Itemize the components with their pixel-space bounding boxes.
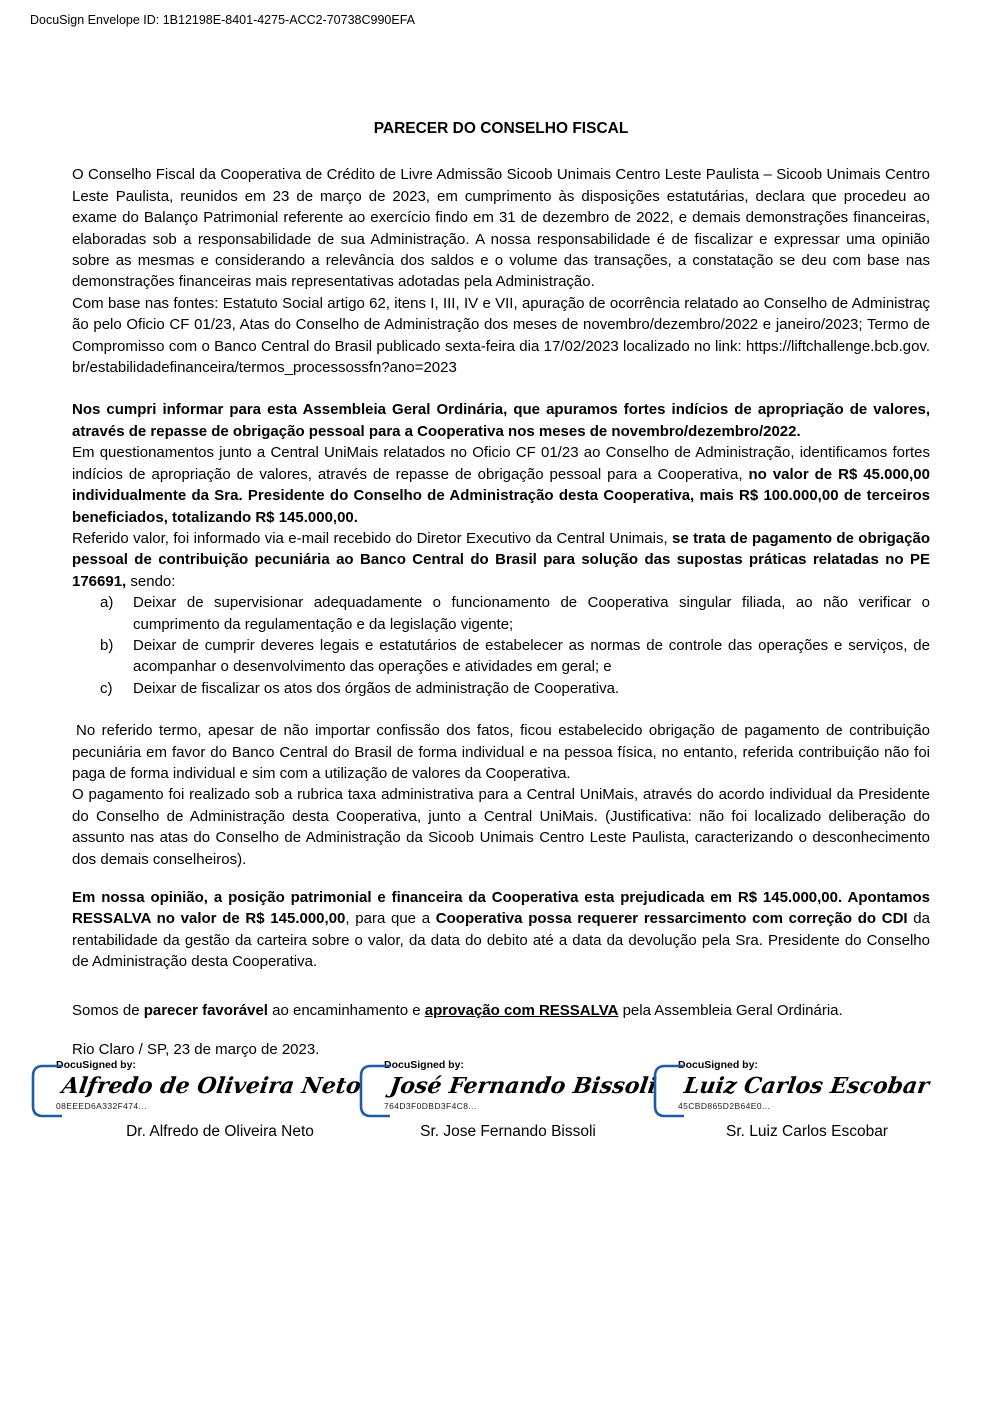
docusigned-by-label: DocuSigned by:: [56, 1059, 136, 1072]
signature-id: 08EEED6A332F474...: [56, 1101, 147, 1112]
list-item: [72, 635, 930, 678]
signature-id: 764D3F0DBD3F4C8...: [384, 1101, 477, 1112]
list-item: [72, 592, 930, 635]
signature-id: 45CBD865D2B64E0...: [678, 1101, 771, 1112]
signature-handwriting: Alfredo de Oliveira Neto: [60, 1073, 363, 1100]
docusign-bracket-icon: [358, 1062, 390, 1126]
signatures-row: [30, 1058, 930, 1158]
document-body: [56, 118, 931, 1158]
paragraph-approval: Somos de parecer favorável ao encaminhamento e aprovação com RESSALVA pela Assembleia Geral Ordinária.: [72, 1001, 843, 1019]
list-item-text: Deixar de fiscalizar os atos dos órgãos de administração de Cooperativa.: [133, 679, 620, 697]
signer-printed-name: Sr. Luiz Carlos Escobar: [726, 1123, 888, 1141]
paragraph-term: No referido termo, apesar de não importar confissão dos fatos, ficou estabelecido obrigação de pagamento de contribuição pecuniária em favor do Banco Central do Brasil de forma individual e na pessoa física, no entanto, referida contribuição não foi paga de forma individual e sim com a utilização de valores da Cooperativa.: [72, 722, 930, 782]
date-line: Rio Claro / SP, 23 de março de 2023.: [72, 1041, 320, 1059]
signature-handwriting: Luiz Carlos Escobar: [682, 1073, 931, 1100]
paragraph-sources: Com base nas fontes: Estatuto Social artigo 62, itens I, III, IV e VII, apuração de ocorrência relatado ao Conselho de Administração pelo Oficio CF 01/23, Atas do Conselho de Administração dos meses de novembro/dezembro/2022 e janeiro/2023; Termo de Compromisso com o Banco Central do Brasil publicado sexta-feira dia 17/02/2023 localizado no link: https://liftchallenge.bcb.gov.br/estabilidadefinanceira/termos_processossfn?ano=2023: [72, 294, 930, 377]
list-item-text: Deixar de cumprir deveres legais e estatutários de estabelecer as normas de controle das operações e serviços, de acompanhar o desenvolvimento das operações e atividades em geral; e: [133, 636, 930, 676]
list-marker: c): [100, 679, 113, 697]
docusigned-by-label: DocuSigned by:: [678, 1059, 758, 1072]
paragraph-intro: O Conselho Fiscal da Cooperativa de Crédito de Livre Admissão Sicoob Unimais Centro Leste Paulista – Sicoob Unimais Centro Leste Paulista, reunidos em 23 de março de 2023, em cumprimento às disposições estatutárias, declara que procedeu ao exame do Balanço Patrimonial referente ao exercício findo em 31 de dezembro de 2022, e demais demonstrações financeiras, elaboradas sob a responsabilidade de sua Administração. A nossa responsabilidade é de fiscalizar e expressar uma opinião sobre as mesmas e considerando a relevância dos saldos e o volume das transações, a constatação se deu com base nas demonstrações financeiras mais representativas adotadas pela Administração.: [72, 166, 930, 291]
docusign-bracket-icon: [30, 1062, 62, 1126]
list-item: [72, 678, 930, 699]
list-item-text: Deixar de supervisionar adequadamente o funcionamento de Cooperativa singular filiada, ao não verificar o cumprimento da regulamentação e da legislação vigente;: [133, 594, 930, 633]
paragraph-payment-purpose: Referido valor, foi informado via e-mail recebido do Diretor Executivo da Central Unimais, se trata de pagamento de obrigação pessoal de contribuição pecuniária ao Banco Central do Brasil para solução das supostas práticas relatadas no PE 176691, sendo:: [72, 529, 930, 590]
paragraph-payment-method: O pagamento foi realizado sob a rubrica taxa administrativa para a Central UniMais, através do acordo individual da Presidente do Conselho de Administração desta Cooperativa, junto a Central UniMais. (Justificativa: não foi localizado deliberação do assunto nas atas do Conselho de Administração da Sicoob Unimais Centro Leste Paulista, caracterizando o desconhecimento dos demais conselheiros).: [72, 786, 930, 868]
signature-block-3: [652, 1058, 952, 1142]
signer-printed-name: Dr. Alfredo de Oliveira Neto: [126, 1123, 314, 1141]
page-title: PARECER DO CONSELHO FISCAL: [373, 120, 629, 137]
paragraph-values: Em questionamentos junto a Central UniMais relatados no Oficio CF 01/23 ao Conselho de Administração, identificamos fortes indícios de apropriação de valores, através de repasse de obrigação pessoal para a Cooperativa, no valor de R$ 45.000,00 individualmente da Sra. Presidente do Conselho de Administração desta Cooperativa, mais R$ 100.000,00 de terceiros beneficiados, totalizando R$ 145.000,00.: [72, 444, 930, 526]
signature-handwriting: José Fernando Bissoli: [388, 1073, 659, 1100]
signature-block-2: [358, 1058, 659, 1142]
paragraph-opinion: Em nossa opinião, a posição patrimonial e financeira da Cooperativa esta prejudicada em R$ 145.000,00. Apontamos RESSALVA no valor de R$ 145.000,00, para que a Cooperativa possa requerer ressarcimento com correção do CDI da rentabilidade da gestão da carteira sobre o valor, da data do debito até a data da devolução pela Sra. Presidente do Conselho de Administração desta Cooperativa.: [72, 889, 930, 971]
docusign-bracket-icon: [652, 1062, 684, 1126]
list-marker: b): [100, 636, 114, 654]
paragraph-findings-bold: Nos cumpri informar para esta Assembleia Geral Ordinária, que apuramos fortes indícios de apropriação de valores, através de repasse de obrigação pessoal para a Cooperativa nos meses de novembro/dezembro/2022.: [72, 401, 930, 440]
docusign-envelope-id: DocuSign Envelope ID: 1B12198E-8401-4275-ACC2-70738C990EFA: [30, 13, 415, 27]
docusigned-by-label: DocuSigned by:: [384, 1059, 464, 1072]
infractions-list: [72, 592, 930, 699]
list-marker: a): [100, 594, 114, 612]
signer-printed-name: Sr. Jose Fernando Bissoli: [420, 1123, 596, 1141]
signature-block-1: [30, 1058, 363, 1142]
